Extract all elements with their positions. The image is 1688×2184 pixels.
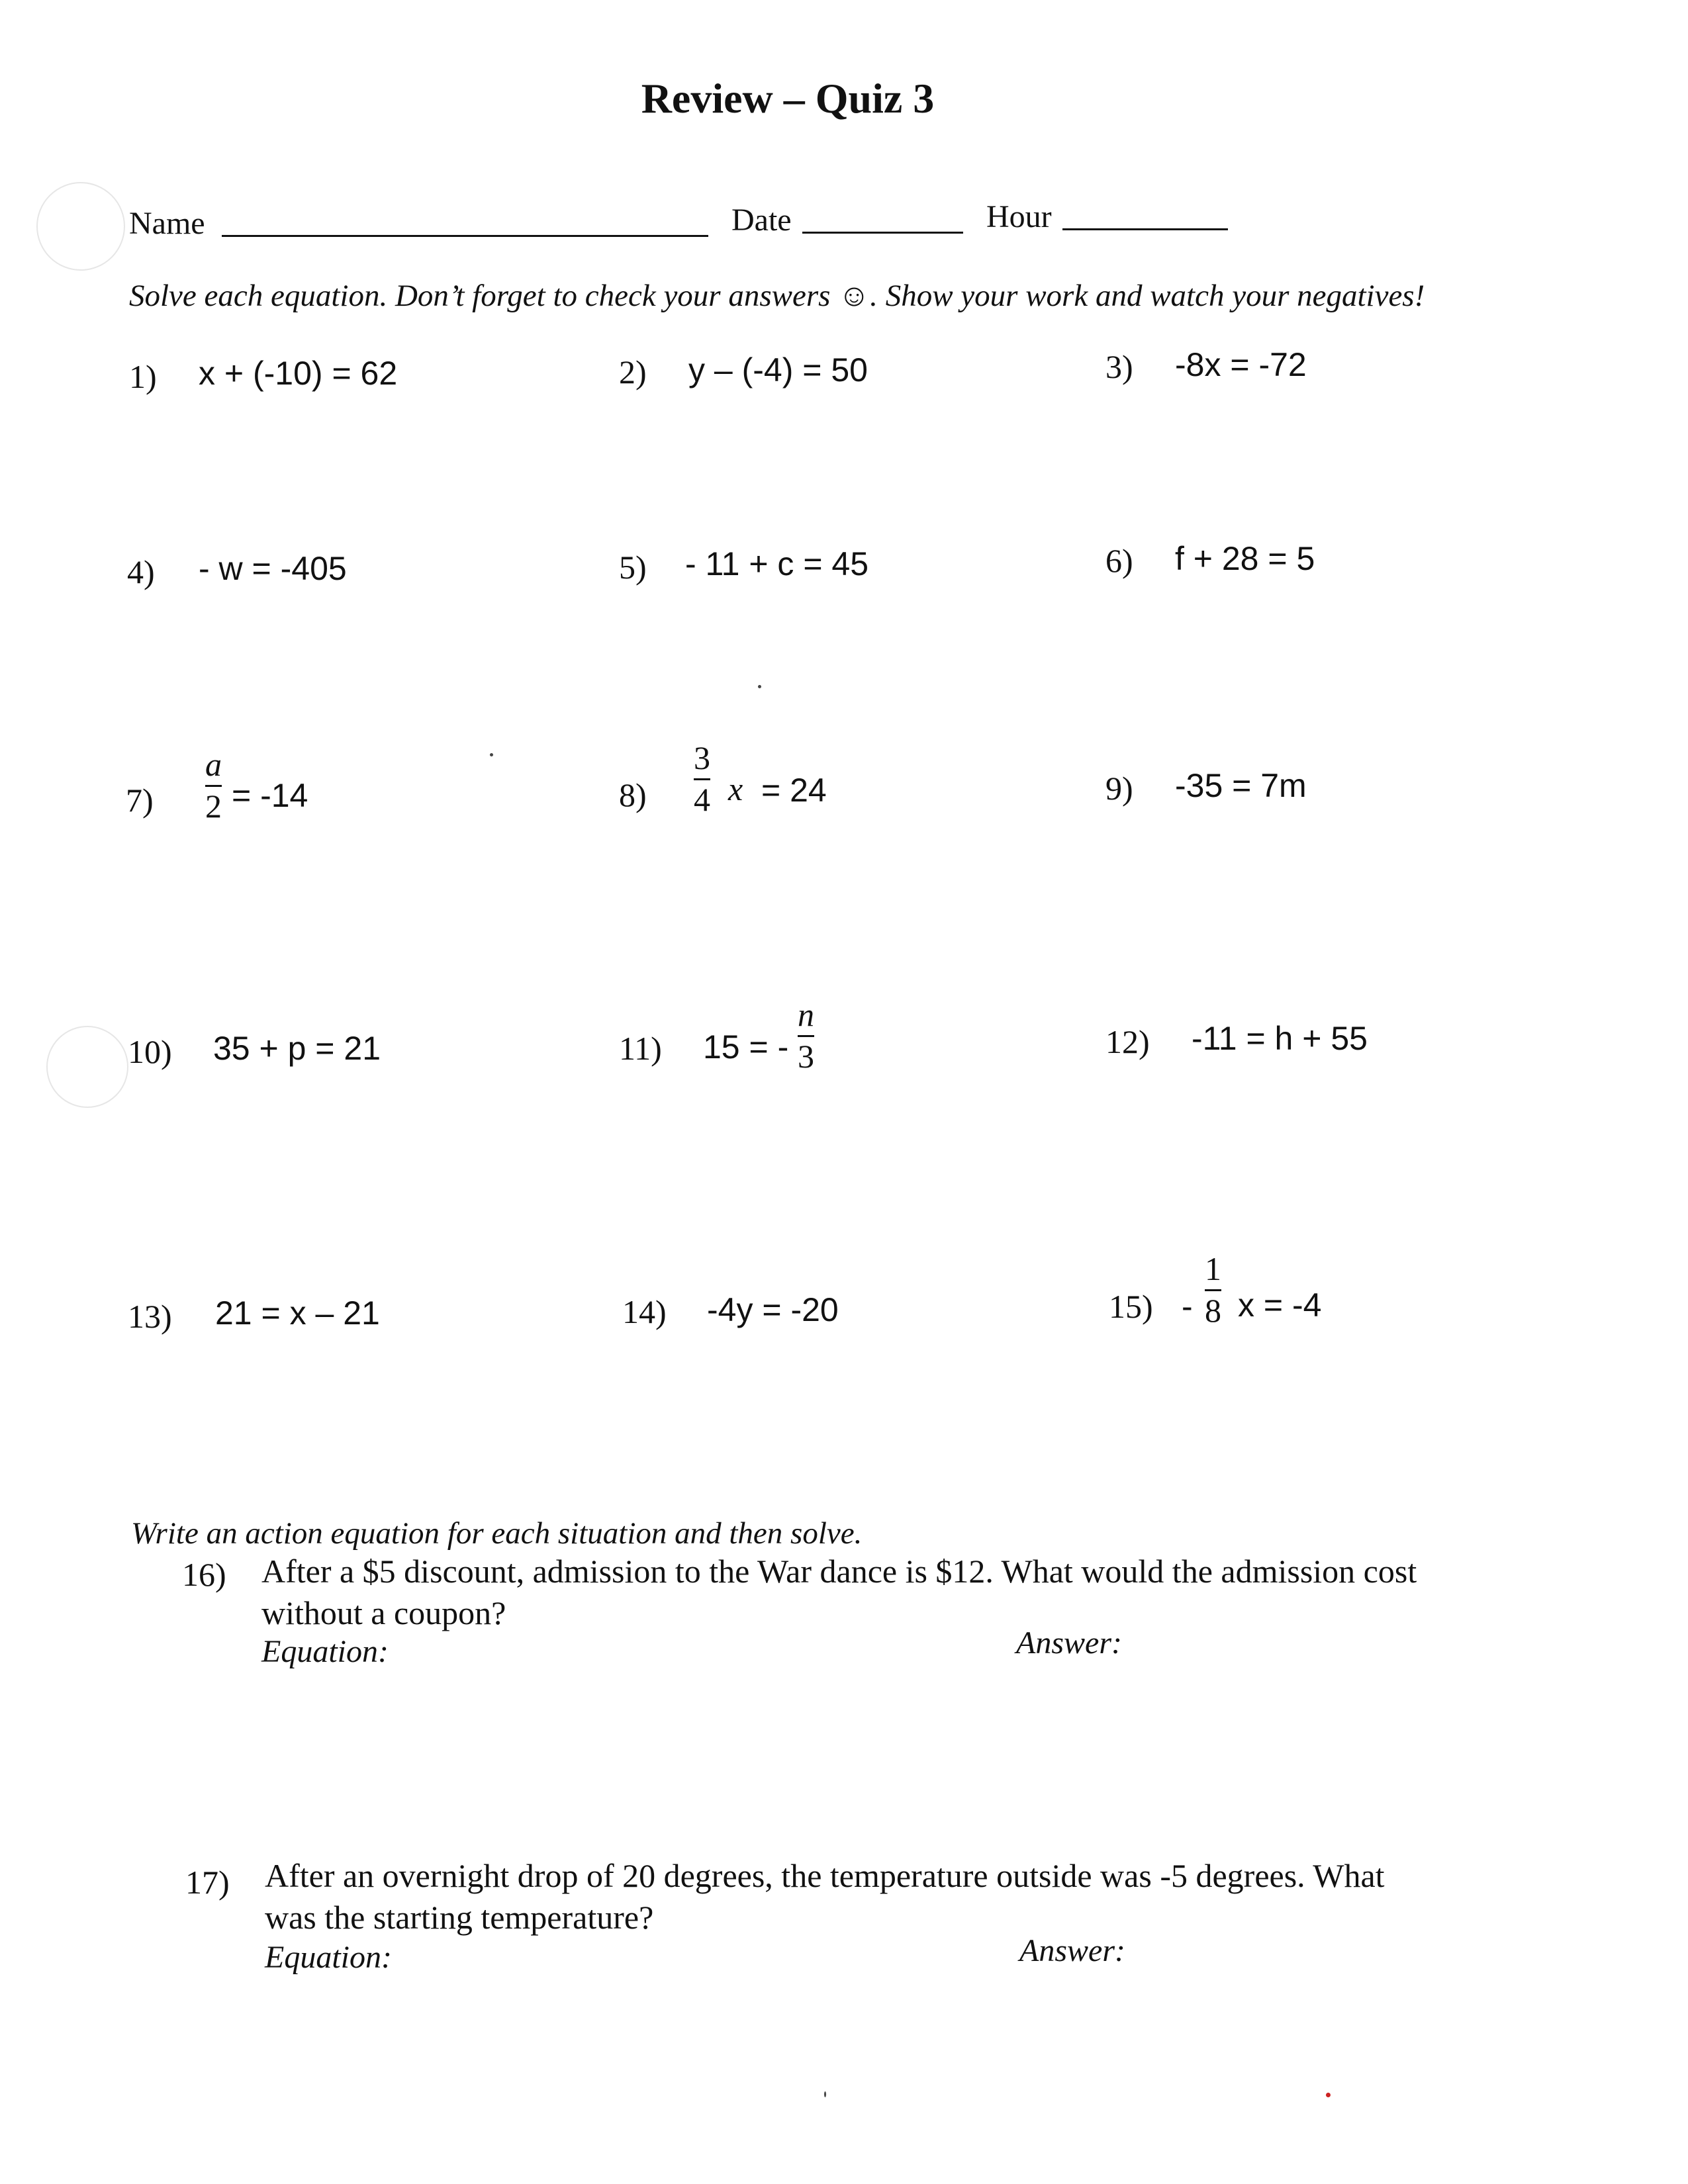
problem-number: 9)	[1105, 770, 1133, 807]
problem-number: 8)	[619, 776, 647, 813]
word-problem-number: 17)	[185, 1864, 230, 1901]
problem-equation: = -14	[232, 777, 308, 814]
problem-equation: - w = -405	[199, 550, 347, 587]
fraction	[798, 998, 814, 1073]
problem-equation: 15 = -	[703, 1028, 789, 1066]
date-label: Date	[731, 203, 792, 238]
problem-equation: x + (-10) = 62	[199, 355, 398, 392]
fraction-bar	[1205, 1289, 1221, 1291]
fraction	[694, 741, 710, 816]
problem-equation: -8x = -72	[1175, 346, 1307, 383]
fraction-bar	[205, 785, 222, 787]
word-problem-instructions: Write an action equation for each situation and then solve.	[131, 1516, 863, 1551]
word-problem-text: After an overnight drop of 20 degrees, the temperature outside was -5 degrees. What	[265, 1857, 1385, 1894]
instructions-text: Solve each equation. Don’t forget to check your answers	[129, 279, 831, 313]
answer-label: Answer:	[1016, 1625, 1122, 1661]
page-title: Review – Quiz 3	[641, 75, 935, 122]
name-label: Name	[129, 206, 205, 241]
problem-number: 5)	[619, 549, 647, 586]
name-field[interactable]	[222, 235, 708, 237]
problem-equation: f + 28 = 5	[1175, 540, 1315, 577]
fraction-denominator: 2	[205, 788, 222, 825]
problem-equation: y – (-4) = 50	[688, 351, 868, 388]
fraction-sign: -	[1182, 1288, 1193, 1325]
fraction-denominator: 4	[694, 781, 710, 818]
problem-equation: -4y = -20	[707, 1291, 839, 1328]
equation-label: Equation:	[265, 1940, 392, 1975]
punch-hole-shadow	[36, 182, 125, 271]
problem-number: 12)	[1105, 1023, 1150, 1060]
problem-equation: - 11 + c = 45	[685, 545, 869, 582]
fraction-bar	[694, 778, 710, 780]
problem-equation: -35 = 7m	[1175, 767, 1307, 804]
fraction-denominator: 8	[1205, 1292, 1221, 1329]
problem-number: 10)	[128, 1033, 172, 1070]
problem-number: 3)	[1105, 348, 1133, 385]
fraction	[1205, 1252, 1221, 1327]
problem-number: 13)	[128, 1298, 172, 1335]
fraction-numerator: n	[798, 996, 814, 1033]
date-field[interactable]	[802, 232, 963, 234]
problem-number: 1)	[129, 358, 157, 395]
problem-number: 4)	[127, 553, 155, 590]
instructions-text-2: Show your work and watch your negatives!	[885, 279, 1425, 313]
hour-field[interactable]	[1062, 228, 1228, 230]
fraction-numerator: 1	[1205, 1250, 1221, 1287]
fraction-denominator: 3	[798, 1038, 814, 1075]
instructions	[129, 278, 1425, 314]
answer-label: Answer:	[1019, 1933, 1125, 1968]
scan-speck	[1326, 2093, 1331, 2097]
scan-speck	[490, 753, 493, 756]
problem-equation: 35 + p = 21	[213, 1030, 381, 1067]
problem-number: 15)	[1109, 1288, 1153, 1325]
punch-hole-shadow	[46, 1026, 128, 1108]
problem-equation: 21 = x – 21	[215, 1295, 380, 1332]
scan-speck	[824, 2091, 826, 2097]
word-problem-number: 16)	[182, 1556, 226, 1593]
problem-equation: = 24	[761, 772, 827, 809]
fraction-numerator: 3	[694, 739, 710, 776]
fraction	[205, 748, 222, 823]
problem-number: 2)	[619, 353, 647, 390]
problem-number: 6)	[1105, 542, 1133, 579]
problem-equation: x = -4	[1238, 1287, 1322, 1324]
fraction-variable: x	[728, 770, 743, 807]
problem-number: 11)	[619, 1030, 662, 1067]
problem-number: 14)	[622, 1293, 667, 1330]
equation-label: Equation:	[261, 1634, 389, 1669]
word-problem-text: was the starting temperature?	[265, 1899, 654, 1936]
fraction-bar	[798, 1035, 814, 1037]
problem-equation: -11 = h + 55	[1192, 1020, 1368, 1057]
hour-label: Hour	[986, 199, 1052, 234]
fraction-numerator: a	[205, 746, 222, 783]
problem-number: 7)	[126, 782, 154, 819]
word-problem-text: After a $5 discount, admission to the War dance is $12. What would the admission cost	[261, 1553, 1417, 1590]
smiley-icon: ☺.	[838, 279, 878, 313]
scan-speck	[758, 685, 761, 688]
word-problem-text: without a coupon?	[261, 1594, 506, 1631]
